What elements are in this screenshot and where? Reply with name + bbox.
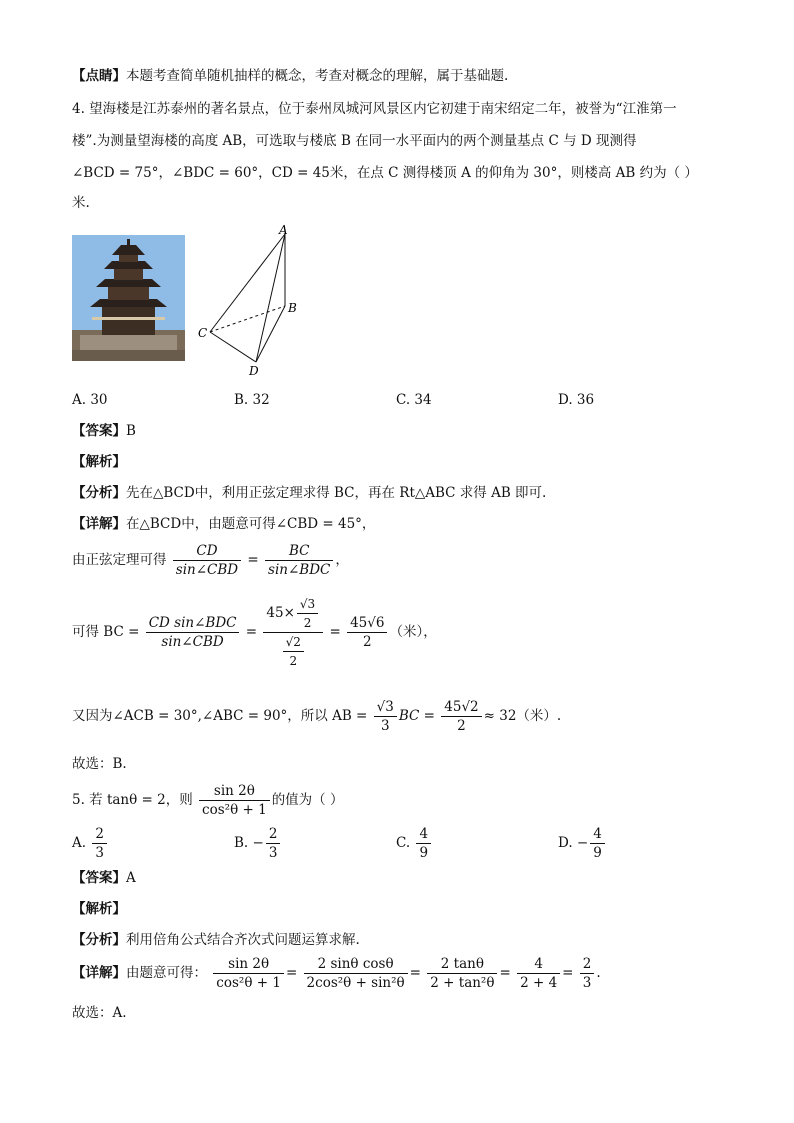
q4-fenxi-line: [72, 483, 546, 503]
q5-option-a: A. $\frac{2}{3}$: [72, 823, 109, 863]
frac-bc-2: 45× $\frac{√3}{2}$ $\frac{√2}{2}$: [263, 595, 323, 670]
bc-intro: 可得 BC =: [72, 624, 140, 640]
q5-option-d: D. − $\frac{4}{9}$: [558, 823, 607, 863]
q5-answer-line: 【答案】A: [72, 870, 136, 886]
answer-tag: 【答案】: [72, 423, 126, 439]
q4-choose: 故选：B.: [72, 756, 127, 772]
q4-option-b: B. 32: [234, 392, 270, 408]
frac-45sqrt2-2: $\frac{45√2}{2}$: [441, 698, 481, 735]
fenxi-text: 先在△BCD中，利用正弦定理求得 BC，再在 Rt△ABC 求得 AB 即可.: [126, 485, 547, 501]
note-tag: 【点睛】: [72, 68, 126, 84]
q5-frac-1: $\frac{\sin 2\theta}{\text{cos²θ + 1}}$: [213, 955, 284, 992]
q5-option-c: C. $\frac{4}{9}$: [396, 823, 433, 863]
tower-photo: [72, 235, 185, 361]
label-d: D: [249, 364, 259, 378]
analysis-tag: 【解析】: [72, 454, 126, 470]
label-a: A: [279, 223, 288, 237]
ab-intro: 又因为∠ACB = 30°,∠ABC = 90°，所以 AB =: [72, 708, 368, 724]
tetrahedron-figure: [196, 222, 306, 378]
q5-analysis-line: 【解析】: [72, 901, 126, 917]
q4-line1: 4. 望海楼是江苏泰州的著名景点，位于泰州凤城河风景区内它初建于南宋绍定二年，被誉为“江淮第一: [72, 101, 677, 117]
fenxi-tag: 【分析】: [72, 485, 126, 501]
note-line: [72, 66, 508, 86]
q5-frac-5: $\frac{2}{3}$: [580, 955, 595, 992]
q5-xiangjie-line: 【详解】由题意可得： $\frac{\sin 2\theta}{\text{cos²θ + 1}}$ = $\frac{\text{2 sinθ cosθ}}{\text{2cos²θ + sin²θ}}$ = $\frac{2 \tan\theta}{\text{2 + tan²θ}}$ = $\frac{4}{2 + 4}$ = $\frac{2}{3}$ .: [72, 956, 601, 991]
tower-illustration: [72, 235, 185, 361]
q4-line4: 米.: [72, 195, 90, 211]
q4-line2: 楼”.为测量望海楼的高度 AB，可选取与楼底 B 在同一水平面内的两个测量基点 C 与 D 现测得: [72, 133, 637, 149]
xiangjie-text: 在△BCD中，由题意可得∠CBD = 45°，: [126, 516, 376, 532]
note-text: 本题考查简单随机抽样的概念，考查对概念的理解，属于基础题.: [126, 68, 509, 84]
label-b: B: [288, 301, 297, 315]
bc-line: 可得 BC = $\frac{\text{CD sin∠BDC}}{\text{sin∠CBD}}$ = 45× $\frac{√3}{2}$ $\frac{√2}{2}$ = $\frac{45√6}{2}$ （米），: [72, 597, 437, 668]
answer-value: B: [126, 423, 136, 439]
q5-choose: 故选：A.: [72, 1005, 127, 1021]
sine-law-line: 由正弦定理可得 $\frac{CD}{\text{sin∠CBD}}$ = $\frac{BC}{\text{sin∠BDC}}$ ，: [72, 543, 349, 578]
q4-analysis-line: [72, 452, 126, 472]
edge-cd: [210, 332, 256, 362]
q5-frac-2: $\frac{\text{2 sinθ cosθ}}{\text{2cos²θ + sin²θ}}$: [304, 955, 408, 992]
q5-option-b: B. − $\frac{2}{3}$: [234, 823, 282, 863]
frac-sqrt3-3: $\frac{√3}{3}$: [374, 698, 397, 735]
q4-option-a: A. 30: [72, 392, 108, 408]
frac-cd-sincbd: $\frac{CD}{\text{sin∠CBD}}$: [173, 542, 241, 579]
label-c: C: [198, 326, 208, 340]
sine-intro: 由正弦定理可得: [72, 552, 167, 568]
q4-option-c: C. 34: [396, 392, 432, 408]
q5-stem: 5. 若 tanθ = 2，则 $\frac{\sin 2\theta}{\text{cos²θ + 1}}$ 的值为（ ）: [72, 783, 344, 818]
frac-bc-sinbdc: $\frac{BC}{\text{sin∠BDC}}$: [265, 542, 333, 579]
q4-option-d: D. 36: [558, 392, 595, 408]
q5-frac-4: $\frac{4}{2 + 4}$: [517, 955, 560, 992]
q5-frac-3: $\frac{2 \tan\theta}{\text{2 + tan²θ}}$: [427, 955, 497, 992]
xiangjie-tag: 【详解】: [72, 516, 126, 532]
ab-line: 又因为∠ACB = 30°,∠ABC = 90°，所以 AB = $\frac{√3}{3}$ BC = $\frac{45√2}{2}$ ≈ 32（米）.: [72, 699, 562, 734]
q4-answer-line: [72, 421, 136, 441]
q4-xiangjie-line: [72, 514, 375, 534]
q4-line3: ∠BCD = 75°，∠BDC = 60°，CD = 45米，在点 C 测得楼顶 A 的仰角为 30°，则楼高 AB 约为（ ）: [72, 165, 698, 181]
frac-bc-1: $\frac{\text{CD sin∠BDC}}{\text{sin∠CBD}}$: [146, 614, 240, 651]
frac-q5-stem: $\frac{\sin 2\theta}{\text{cos²θ + 1}}$: [199, 782, 270, 819]
q5-fenxi-line: 【分析】利用倍角公式结合齐次式问题运算求解.: [72, 932, 360, 948]
frac-bc-3: $\frac{45√6}{2}$: [347, 614, 387, 651]
edge-bd: [256, 306, 285, 362]
